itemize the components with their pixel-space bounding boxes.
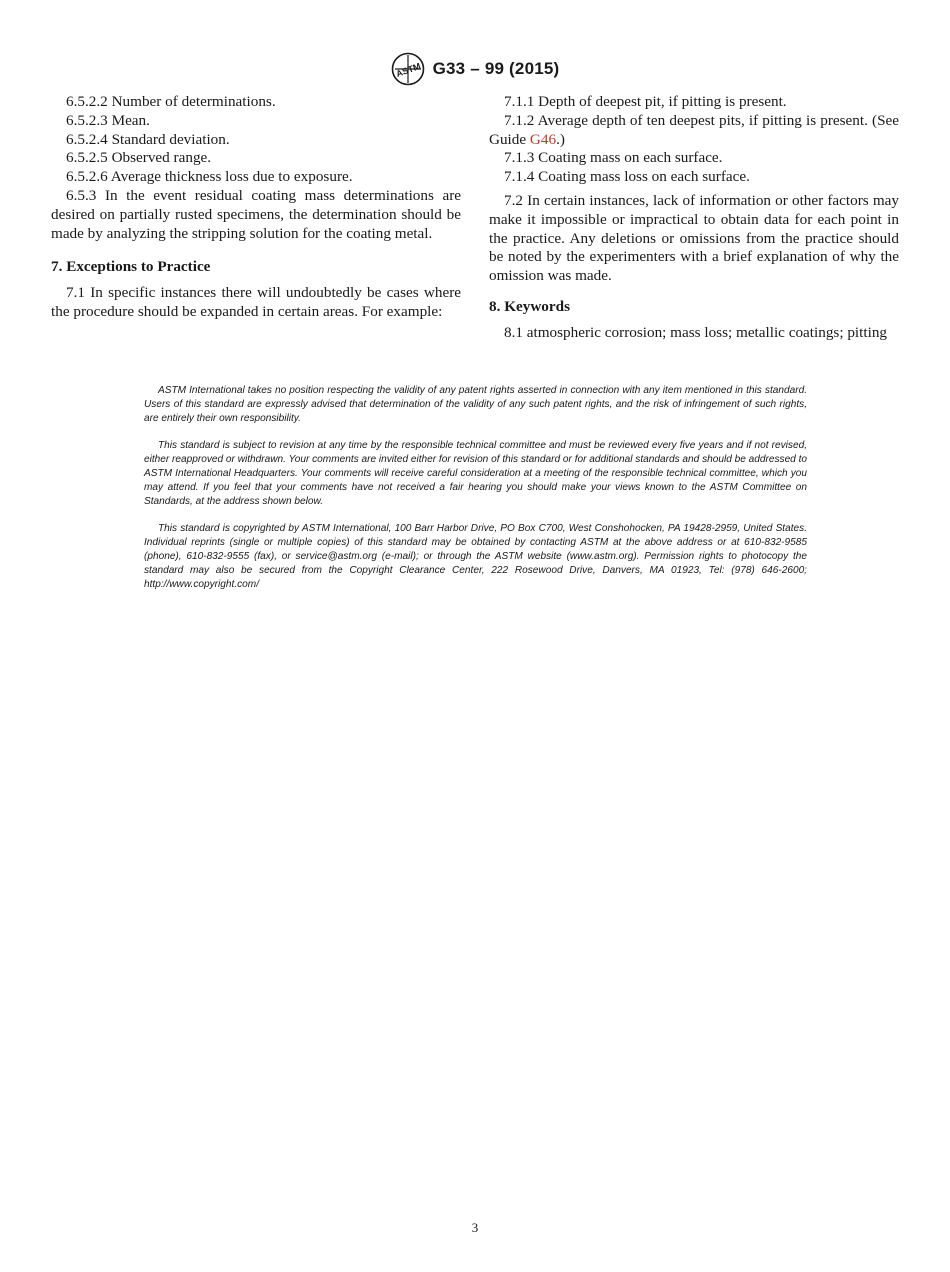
- list-item: 7.1.4 Coating mass loss on each surface.: [504, 168, 750, 186]
- legal-notices: [144, 384, 807, 605]
- copyright-notice: This standard is copyrighted by ASTM International, 100 Barr Harbor Drive, PO Box C700, West Conshohocken, PA 19428-2959, United States. Individual reprints (single or multiple copies) of this standard may be obtained by contacting ASTM at the above address or at 610-832-9585 (phone), 610-832-9555 (fax), or service@astm.org (e-mail); or through the ASTM website (www.astm.org). Permission rights to photocopy the standard may also be secured from the Copyright Clearance Center, 222 Rosewood Drive, Danvers, MA 01923, Tel: (978) 646-2600; http://www.copyright.com/: [144, 523, 807, 590]
- guide-g46-link[interactable]: G46: [529, 130, 557, 148]
- list-item: 6.5.2.3 Mean.: [66, 111, 150, 129]
- page-number: 3: [471, 1220, 479, 1235]
- list-item: 7.1.3 Coating mass on each surface.: [504, 149, 723, 167]
- list-item: 6.5.2.4 Standard deviation.: [66, 130, 230, 148]
- paragraph-7-1: 7.1 In specific instances there will undoubtedly be cases where the procedure should be expanded in certain areas. For example:: [51, 284, 461, 320]
- svg-text:ASTM: ASTM: [394, 60, 422, 79]
- astm-logo: [391, 52, 425, 86]
- paragraph-6-5-3: 6.5.3 In the event residual coating mass determinations are desired on partially rusted specimens, the determination should be made by analyzing the stripping solution for the coating metal.: [51, 186, 461, 242]
- list-item: 7.1.1 Depth of deepest pit, if pitting is present.: [504, 93, 787, 110]
- list-item-7-1-2: [489, 112, 899, 150]
- list-item: 6.5.2.2 Number of determinations.: [66, 93, 276, 110]
- left-column: [51, 93, 461, 322]
- list-item: 6.5.2.5 Observed range.: [66, 149, 212, 167]
- list-item-text: 7.1.2 Average depth of ten deepest pits, if pitting is present. (See Guide: [489, 111, 899, 148]
- section-7-heading: 7. Exceptions to Practice: [51, 258, 211, 276]
- right-column: [489, 93, 899, 343]
- section-8-heading: 8. Keywords: [489, 297, 570, 315]
- revision-notice: This standard is subject to revision at any time by the responsible technical committee and must be reviewed every five years and if not revised, either reapproved or withdrawn. Your comments are invited either for revision of this standard or for additional standards and should be addressed to ASTM International Headquarters. Your comments will receive careful consideration at a meeting of the responsible technical committee, which you may attend. If you feel that your comments have not received a fair hearing you should make your views known to the ASTM Committee on Standards, at the address shown below.: [144, 440, 808, 507]
- list-item-text: .): [556, 130, 565, 148]
- list-item: 6.5.2.6 Average thickness loss due to exposure.: [66, 168, 353, 186]
- paragraph-8-1: 8.1 atmospheric corrosion; mass loss; metallic coatings; pitting: [504, 323, 888, 341]
- patent-notice: ASTM International takes no position respecting the validity of any patent rights asserted in connection with any item mentioned in this standard. Users of this standard are expressly advised that determination of the validity of any such patent rights, and the risk of infringement of such rights, are entirely their own responsibility.: [144, 385, 807, 424]
- page-header: [0, 52, 950, 91]
- paragraph-7-2: 7.2 In certain instances, lack of information or other factors may make it impossible or impractical to obtain data for each point in the practice. Any deletions or omissions from the practice should be noted by the experimenters with a brief explanation of why the omission was made.: [489, 191, 899, 285]
- document-designation: G33 – 99 (2015): [432, 59, 560, 78]
